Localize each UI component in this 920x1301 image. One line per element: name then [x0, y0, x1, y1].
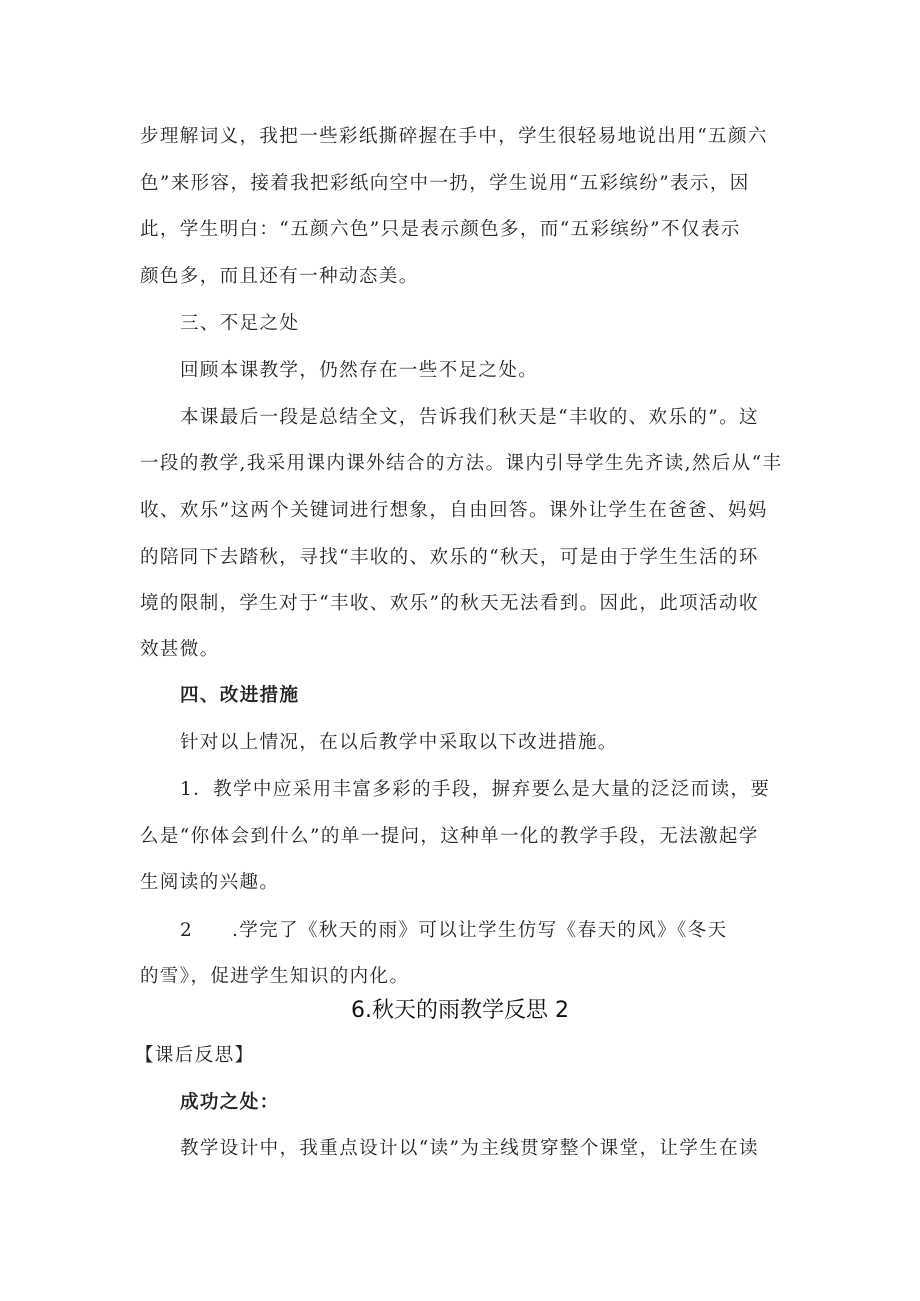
paragraph-line: 回顾本课教学，仍然存在一些不足之处。	[180, 360, 539, 381]
paragraph-line: 本课最后一段是总结全文，告诉我们秋天是“丰收的、欢乐的”。这	[180, 407, 759, 428]
document-title: 6.秋天的雨教学反思 2	[351, 998, 569, 1023]
list-item-2-line	[180, 918, 785, 944]
paragraph-line: 步理解词义，我把一些彩纸撕碎握在手中，学生很轻易地说出用“五颜六	[140, 126, 768, 147]
paragraph-line: 针对以上情况，在以后教学中采取以下改进措施。	[180, 732, 618, 753]
paragraph-line: 色”来形容，接着我把彩纸向空中一扔，学生说用“五彩缤纷”表示，因	[140, 173, 750, 194]
paragraph-line: 境的限制，学生对于“丰收、欢乐”的秋天无法看到。因此，此项活动收	[140, 593, 759, 614]
paragraph-line: 教学设计中，我重点设计以“读”为主线贯穿整个课堂，让学生在读	[180, 1138, 759, 1159]
list-item-text: .学完了《秋天的雨》可以让学生仿写《春天的风》《冬天	[232, 920, 728, 941]
paragraph-line: 此，学生明白：“五颜六色”只是表示颜色多，而“五彩缤纷”不仅表示	[140, 219, 741, 240]
section-heading-shortcomings: 三、不足之处	[180, 313, 300, 334]
paragraph-line: 颜色多，而且还有一种动态美。	[140, 266, 419, 287]
list-item-2-line: 的雪》，促进学生知识的内化。	[140, 966, 410, 987]
subheading-success: 成功之处：	[180, 1092, 280, 1113]
section-tag: 【课后反思】	[135, 1045, 255, 1066]
paragraph-line: 的陪同下去踏秋，寻找“丰收的、欢乐的“秋天，可是由于学生生活的环	[140, 547, 759, 568]
list-item-number: 2	[180, 920, 194, 941]
section-heading-improvements: 四、改进措施	[180, 685, 300, 706]
list-item-1-line: 么是“你体会到什么”的单一提问，这种单一化的教学手段，无法激起学	[140, 826, 759, 847]
paragraph-line: 效甚微。	[140, 639, 220, 660]
list-item-1-line: 1．教学中应采用丰富多彩的手段，摒弃要么是大量的泛泛而读，要	[180, 779, 771, 800]
paragraph-line: 一段的教学,我采用课内课外结合的方法。课内引导学生先齐读,然后从“丰	[140, 453, 783, 474]
paragraph-line: 收、欢乐”这两个关键词进行想象，自由回答。课外让学生在爸爸、妈妈	[140, 500, 768, 521]
list-item-1-line: 生阅读的兴趣。	[140, 872, 280, 893]
